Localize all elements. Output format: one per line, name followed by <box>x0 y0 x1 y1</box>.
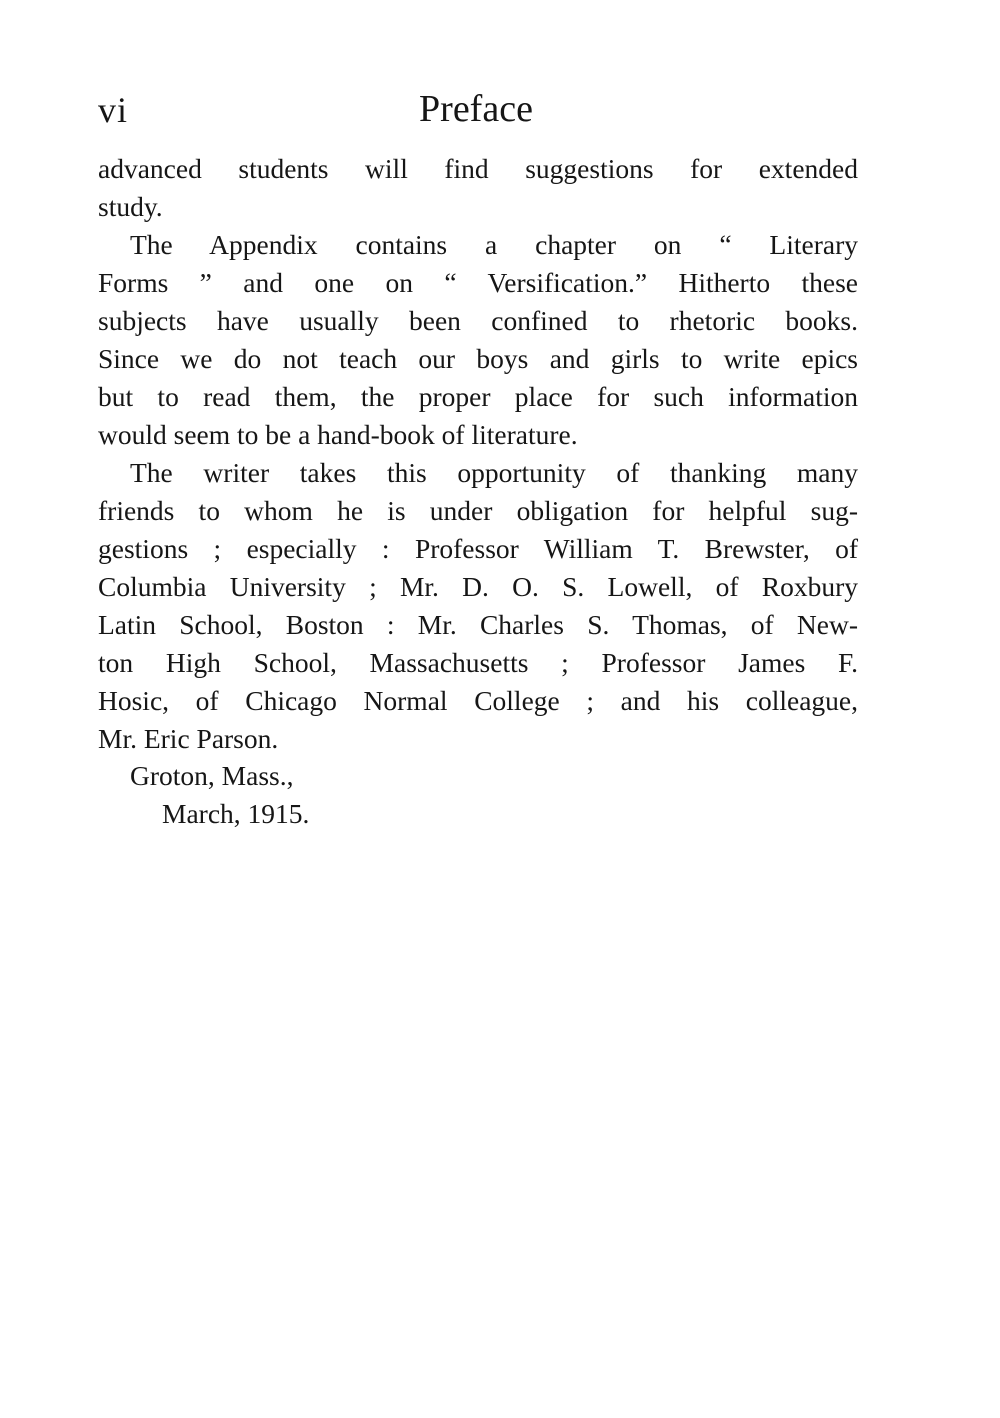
text-line: advanced students will find suggestions for extended <box>98 153 858 184</box>
signature-place: Groton, Mass., <box>130 760 294 791</box>
text-line: study. <box>98 191 163 222</box>
text-line: gestions ; especially : Professor William T. Brewster, of <box>98 533 858 564</box>
text-line: friends to whom he is under obligation for helpful sug- <box>98 495 858 526</box>
text-line: The writer takes this opportunity of thanking many <box>130 457 858 488</box>
text-line: The Appendix contains a chapter on “ Literary <box>130 229 858 260</box>
text-line: Columbia University ; Mr. D. O. S. Lowell, of Roxbury <box>98 571 858 602</box>
text-line: would seem to be a hand-book of literature. <box>98 419 578 450</box>
running-title: Preface <box>419 88 533 130</box>
text-line: Forms ” and one on “ Versification.” Hitherto these <box>98 267 858 298</box>
text-line: Hosic, of Chicago Normal College ; and his colleague, <box>98 685 858 716</box>
text-line: subjects have usually been confined to rhetoric books. <box>98 305 858 336</box>
page-number: vi <box>98 90 129 130</box>
preface-body <box>98 150 858 758</box>
text-line: Since we do not teach our boys and girls to write epics <box>98 343 858 374</box>
text-line: Latin School, Boston : Mr. Charles S. Thomas, of New- <box>98 609 858 640</box>
text-line: ton High School, Massachusetts ; Professor James F. <box>98 647 858 678</box>
paragraph-appendix <box>98 226 858 454</box>
text-line: Mr. Eric Parson. <box>98 723 279 754</box>
text-line: but to read them, the proper place for such information <box>98 381 858 412</box>
paragraph-acknowledgements <box>98 454 858 758</box>
signature-date: March, 1915. <box>162 798 310 829</box>
paragraph-continued <box>98 150 858 226</box>
